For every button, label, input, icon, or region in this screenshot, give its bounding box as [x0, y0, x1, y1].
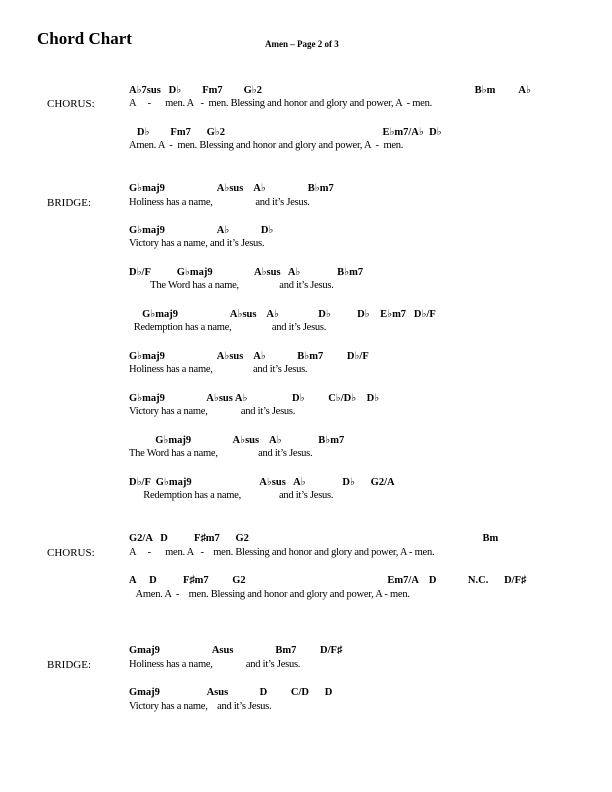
chord-line: G♭maj9 A♭sus A♭ D♭ C♭/D♭ D♭ — [129, 393, 380, 404]
chord-line: D♭/F G♭maj9 A♭sus A♭ D♭ G2/A — [129, 477, 395, 488]
lyric-line: The Word has a name, and it’s Jesus. — [129, 448, 313, 459]
chord-line: D♭/F G♭maj9 A♭sus A♭ B♭m7 — [129, 267, 364, 278]
page-title: Chord Chart — [37, 29, 132, 48]
section-label-chorus-2: CHORUS: — [47, 547, 95, 559]
lyric-line: The Word has a name, and it’s Jesus. — [129, 280, 334, 291]
chord-line: A D F♯m7 G2 Em7/A D N.C. D/F♯ — [129, 575, 527, 586]
chord-line: D♭ Fm7 G♭2 E♭m7/A♭ D♭ — [129, 127, 442, 138]
page-subtitle: Amen – Page 2 of 3 — [265, 39, 339, 49]
lyric-line: Holiness has a name, and it’s Jesus. — [129, 364, 308, 375]
chord-line: G♭maj9 A♭sus A♭ B♭m7 D♭/F — [129, 351, 369, 362]
lyric-line: Redemption has a name, and it’s Jesus. — [129, 322, 327, 333]
chord-line: G♭maj9 A♭ D♭ — [129, 225, 274, 236]
lyric-line: A - men. A - men. Blessing and honor and glory and power, A - men. — [129, 98, 432, 109]
chord-line: G♭maj9 A♭sus A♭ B♭m7 — [129, 183, 334, 194]
section-label-chorus-1: CHORUS: — [47, 98, 95, 110]
lyric-line: Victory has a name, and it’s Jesus. — [129, 406, 296, 417]
chord-line: G2/A D F♯m7 G2 Bm — [129, 533, 499, 544]
section-label-bridge-2: BRIDGE: — [47, 659, 91, 671]
section-label-bridge-1: BRIDGE: — [47, 197, 91, 209]
lyric-line: Victory has a name, and it’s Jesus. — [129, 701, 272, 712]
chord-line: G♭maj9 A♭sus A♭ B♭m7 — [129, 435, 345, 446]
chord-line: Gmaj9 Asus D C/D D — [129, 687, 333, 698]
chord-line: A♭7sus D♭ Fm7 G♭2 B♭m A♭ — [129, 85, 531, 96]
lyric-line: Redemption has a name, and it’s Jesus. — [129, 490, 334, 501]
chord-line: Gmaj9 Asus Bm7 D/F♯ — [129, 645, 343, 656]
lyric-line: Victory has a name, and it’s Jesus. — [129, 238, 265, 249]
lyric-line: A - men. A - men. Blessing and honor and glory and power, A - men. — [129, 547, 435, 558]
lyric-line: Holiness has a name, and it’s Jesus. — [129, 659, 301, 670]
chord-line: G♭maj9 A♭sus A♭ D♭ D♭ E♭m7 D♭/F — [129, 309, 436, 320]
lyric-line: Amen. A - men. Blessing and honor and glory and power, A - men. — [129, 589, 410, 600]
lyric-line: Amen. A - men. Blessing and honor and glory and power, A - men. — [129, 140, 404, 151]
lyric-line: Holiness has a name, and it’s Jesus. — [129, 197, 310, 208]
